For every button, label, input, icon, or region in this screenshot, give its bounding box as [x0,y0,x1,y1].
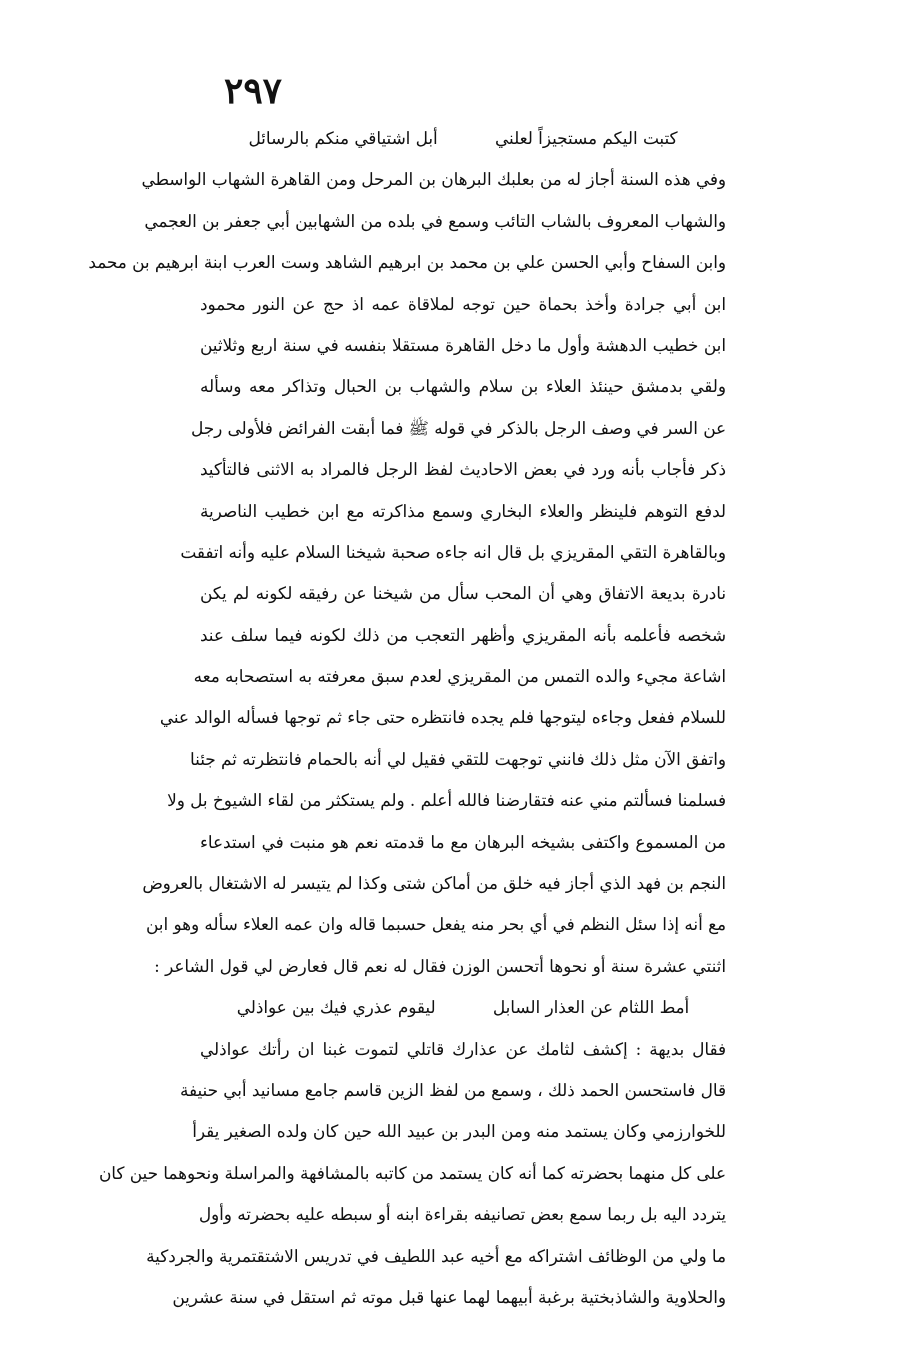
text-line: النجم بن فهد الذي أجاز فيه خلق من أماكن شتى وكذا لم يتيسر له الاشتغال بالعروض [142,873,726,894]
text-line: وابن السفاح وأبي الحسن علي بن محمد بن ابرهيم الشاهد وست العرب ابنة ابرهيم بن محمد [88,252,726,273]
text-line: فسلمنا فسألتم مني عنه فتقارضنا فالله أعلم . ولم يستكثر من لقاء الشيوخ بل ولا [167,790,726,811]
text-line: للخوارزمي وكان يستمد منه ومن البدر بن عبيد الله حين كان ولده الصغير يقرأ [192,1121,726,1142]
text-line: واتفق الآن مثل ذلك فانني توجهت للتقي فقيل لي أنه بالحمام فانتظرته ثم جئنا [190,748,726,769]
verse-hemistich: كتبت اليكم مستجيزاً لعلني [495,128,678,148]
text-line: اشاعة مجيء والده التمس من المقريزي لعدم سبق معرفته به استصحابه معه [193,666,726,687]
text-line: شخصه فأعلمه بأنه المقريزي وأظهر التعجب من ذلك لكونه فيما سلف عند [200,624,726,645]
verse-hemistich: ليقوم عذري فيك بين عواذلي [236,997,436,1018]
text-line: والشهاب المعروف بالشاب التائب وسمع في بلده من الشهابين أبي جعفر بن العجمي [144,210,726,231]
verse-hemistich: أبل اشتياقي منكم بالرسائل [248,128,438,148]
text-line: ذكر فأجاب بأنه ورد في بعض الاحاديث لفظ الرجل فالمراد به الاثنى فالتأكيد [200,459,726,480]
page-body-text [88,118,726,1318]
opening-verse [200,118,726,159]
text-line: مع أنه إذا سئل النظم في أي بحر منه يفعل حسبما قاله وان عمه العلاء سأله وهو ابن [146,914,726,935]
text-line: نادرة بديعة الاتفاق وهي أن المحب سأل من شيخنا عن رفيقه لكونه لم يكن [200,583,726,604]
text-line: ابن أبي جرادة وأخذ بحماة حين توجه لملاقاة عمه اذ حج عن النور محمود [200,293,726,314]
text-line: اثنتي عشرة سنة أو نحوها أتحسن الوزن فقال له نعم قال فعارض لي قول الشاعر : [154,955,726,976]
text-line: على كل منهما بحضرته كما أنه كان يستمد من كاتبه بالمشافهة والمراسلة ونحوهما حين كان [98,1162,726,1183]
page-number: ٢٩٧ [224,70,283,112]
verse-hemistich: أمط اللثام عن العذار السابل [492,997,690,1018]
text-line: والحلاوية والشاذبختية برغبة أبيهما لهما عنها قبل موته ثم استقل في سنة عشرين [172,1286,726,1307]
text-line: قال فاستحسن الحمد ذلك ، وسمع من لفظ الزين قاسم جامع مسانيد أبي حنيفة [179,1079,726,1100]
text-line: ما ولي من الوظائف اشتراكه مع أخيه عبد اللطيف في تدريس الاشتقتمرية والجردكية [146,1245,726,1266]
poet-verse [200,987,726,1028]
text-line: ولقي بدمشق حينئذ العلاء بن سلام والشهاب بن الحبال وتذاكر معه وسأله [200,376,726,397]
text-line: وفي هذه السنة أجاز له من بعلبك البرهان بن المرحل ومن القاهرة الشهاب الواسطي [141,169,726,190]
text-line: عن السر في وصف الرجل بالذكر في قوله ﷺ فما أبقت الفرائض فلأولى رجل [190,417,726,438]
text-line: وبالقاهرة التقي المقريزي بل قال انه جاءه صحبة شيخنا السلام عليه وأنه اتفقت [180,541,726,562]
text-line: للسلام ففعل وجاءه ليتوجها فلم يجده فانتظره حتى جاء ثم توجها فسأله الوالد عني [159,707,726,728]
text-line: لدفع التوهم فلينظر والعلاء البخاري وسمع مذاكرته مع ابن خطيب الناصرية [200,500,726,521]
text-line: ابن خطيب الدهشة وأول ما دخل القاهرة مستقلا بنفسه في سنة اربع وثلاثين [200,334,726,355]
text-line: فقال بديهة : إكشف لثامك عن عذارك قاتلي لتموت غبنا ان رأتك عواذلي [200,1038,726,1059]
text-line: يتردد اليه بل ربما سمع بعض تصانيفه بقراءة ابنه أو سبطه عليه بحضرته وأول [198,1204,726,1225]
text-line: من المسموع واكتفى بشيخه البرهان مع ما قدمته نعم هو منبت في استدعاء [200,831,726,852]
